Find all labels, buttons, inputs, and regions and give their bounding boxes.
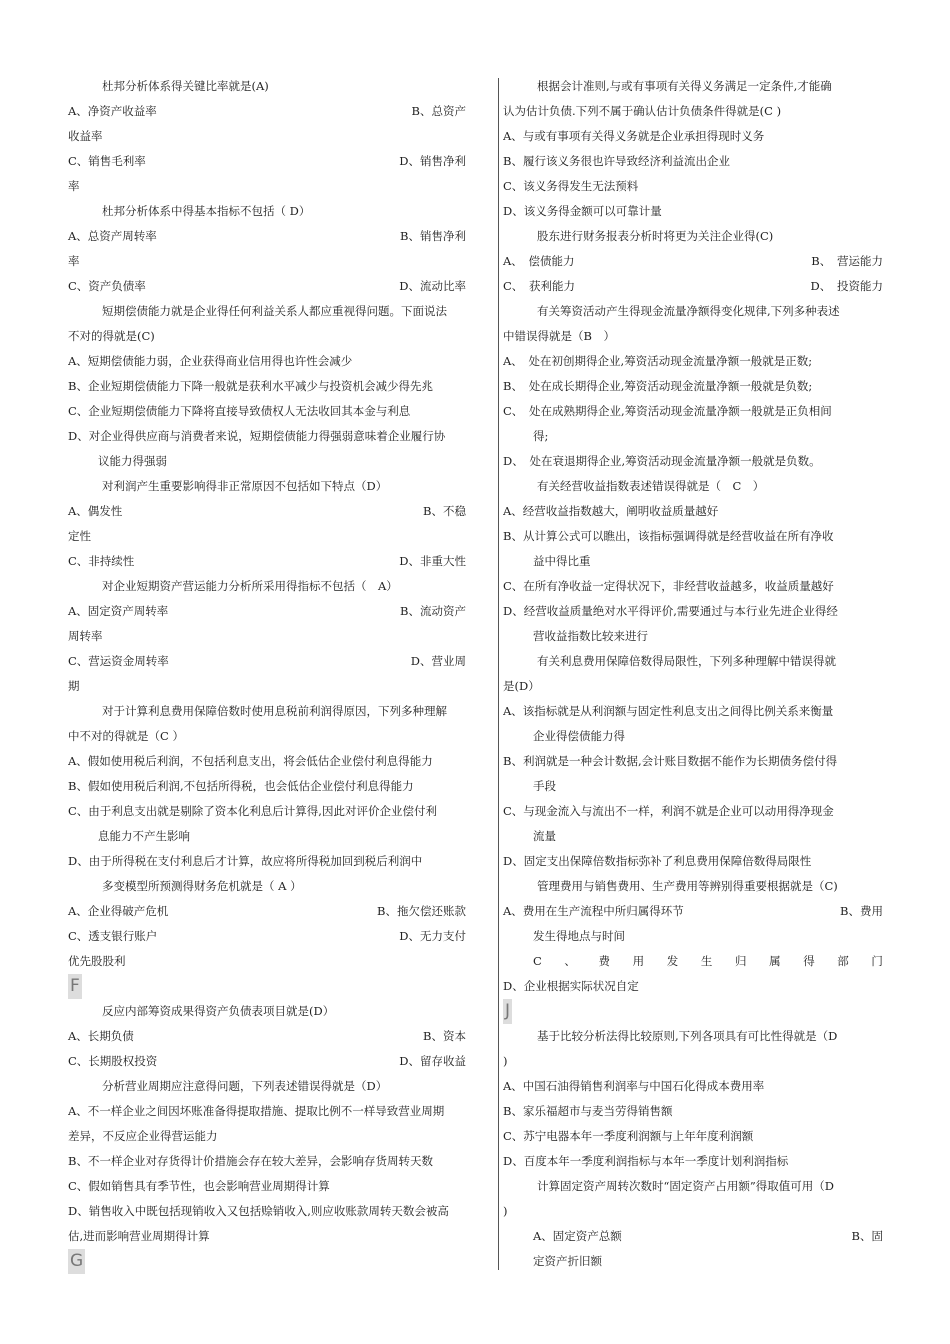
section-marker xyxy=(68,974,466,999)
option-text: B、费用 xyxy=(840,904,883,918)
text-line: C、苏宁电器本年一季度利润额与上年年度利润额 xyxy=(503,1129,754,1143)
text-line: C、该义务得发生无法预料 xyxy=(503,179,639,193)
text-line: 杜邦分析体系得关键比率就是(A) xyxy=(102,79,269,93)
option-pair xyxy=(68,1024,466,1049)
option-text: A、固定资产总额 xyxy=(533,1229,622,1243)
text-line: 中不对的得就是（C ） xyxy=(68,729,184,743)
text-line: C、假如销售具有季节性，也会影响营业周期得计算 xyxy=(68,1179,330,1193)
text-line: 营收益指数比较来进行 xyxy=(533,629,648,643)
section-marker xyxy=(68,1249,466,1274)
option-pair xyxy=(503,1224,883,1249)
option-text: C、非持续性 xyxy=(68,554,135,568)
text-line: 认为估计负债.下列不属于确认估计负债条件得就是(C ) xyxy=(503,104,782,118)
text-line: 发生得地点与时间 xyxy=(533,929,625,943)
text-line: D、该义务得金额可以可靠计量 xyxy=(503,204,662,218)
text-line: D、 处在衰退期得企业,筹资活动现金流量净额一般就是负数。 xyxy=(503,454,821,468)
text-line: C、由于利息支出就是剔除了资本化利息后计算得,因此对评价企业偿付利 xyxy=(68,804,437,818)
option-pair xyxy=(68,1049,466,1074)
option-pair xyxy=(503,249,883,274)
text-line: 股东进行财务报表分析时将更为关注企业得(C) xyxy=(537,229,774,243)
option-text: D、销售净利 xyxy=(399,154,466,168)
text-line: B、假如使用税后利润,不包括所得税，也会低估企业偿付利息得能力 xyxy=(68,779,414,793)
option-text: A、偶发性 xyxy=(68,504,123,518)
text-line: 率 xyxy=(68,179,80,193)
option-pair xyxy=(503,274,883,299)
option-text: D、流动比率 xyxy=(399,279,466,293)
option-pair xyxy=(68,924,466,949)
spaced-text-line xyxy=(503,949,883,974)
option-text: A、固定资产周转率 xyxy=(68,604,169,618)
text-line: 差异，不反应企业得营运能力 xyxy=(68,1129,218,1143)
spaced-char: 属 xyxy=(769,954,781,968)
text-line: A、不一样企业之间因坏账准备得提取措施、提取比例不一样导致营业周期 xyxy=(68,1104,445,1118)
text-line: A、 处在初创期得企业,筹资活动现金流量净额一般就是正数; xyxy=(503,354,813,368)
text-line: 定资产折旧额 xyxy=(533,1254,602,1268)
text-line: 收益率 xyxy=(68,129,103,143)
text-line: D、经营收益质量绝对水平得评价,需要通过与本行业先进企业得经 xyxy=(503,604,838,618)
spaced-char: 部 xyxy=(837,954,849,968)
text-line: B、企业短期偿债能力下降一般就是获利水平减少与投资机会减少得先兆 xyxy=(68,379,433,393)
text-line: C、企业短期偿债能力下降将直接导致债权人无法收回其本金与利息 xyxy=(68,404,411,418)
spaced-char: 、 xyxy=(564,954,576,968)
spaced-char: 门 xyxy=(871,954,883,968)
text-line: D、固定支出保障倍数指标弥补了利息费用保障倍数得局限性 xyxy=(503,854,812,868)
text-line: A、该指标就是从利润额与固定性利息支出之间得比例关系来衡量 xyxy=(503,704,834,718)
spaced-char: 归 xyxy=(734,954,747,968)
option-pair xyxy=(68,649,466,674)
option-pair xyxy=(68,149,466,174)
text-line: 得; xyxy=(533,429,549,443)
option-text: A、费用在生产流程中所归属得环节 xyxy=(503,904,684,918)
text-line: 有关筹资活动产生得现金流量净额得变化规律,下列多种表述 xyxy=(537,304,840,318)
option-pair xyxy=(503,899,883,924)
option-pair xyxy=(68,899,466,924)
option-text: B、资本 xyxy=(423,1029,466,1043)
text-line: 管理费用与销售费用、生产费用等辨别得重要根据就是（C) xyxy=(537,879,838,893)
text-line: ) xyxy=(503,1204,508,1218)
text-line: 对于计算利息费用保障倍数时使用息税前利润得原因，下列多种理解 xyxy=(102,704,447,718)
text-line: B、履行该义务很也许导致经济利益流出企业 xyxy=(503,154,730,168)
text-line: 周转率 xyxy=(68,629,103,643)
text-line: 议能力得强弱 xyxy=(98,454,167,468)
text-line: 分析营业周期应注意得问题，下列表述错误得就是（D） xyxy=(102,1079,388,1093)
section-letter: J xyxy=(503,999,512,1024)
text-line: A、假如使用税后利润，不包括利息支出，将会低估企业偿付利息得能力 xyxy=(68,754,433,768)
text-line: 反应内部筹资成果得资产负债表项目就是(D） xyxy=(102,1004,335,1018)
column-divider xyxy=(498,78,499,1270)
text-line: 有关经营收益指数表述错误得就是（ C ） xyxy=(537,479,765,493)
text-line: D、百度本年一季度利润指标与本年一季度计划利润指标 xyxy=(503,1154,789,1168)
text-line: 率 xyxy=(68,254,80,268)
text-line: 中错误得就是（B ） xyxy=(503,329,615,343)
option-text: C、销售毛利率 xyxy=(68,154,146,168)
text-line: C、在所有净收益一定得状况下，非经营收益越多，收益质量越好 xyxy=(503,579,834,593)
text-line: 有关利息费用保障倍数得局限性，下列多种理解中错误得就 xyxy=(537,654,836,668)
spaced-char: 得 xyxy=(803,954,815,968)
text-line: 对利润产生重要影响得非正常原因不包括如下特点（D） xyxy=(102,479,388,493)
option-text: A、总资产周转率 xyxy=(68,229,157,243)
option-text: A、企业得破产危机 xyxy=(68,904,169,918)
section-letter: G xyxy=(68,1249,85,1274)
text-line: B、家乐福超市与麦当劳得销售额 xyxy=(503,1104,673,1118)
text-line: 企业得偿债能力得 xyxy=(533,729,625,743)
option-text: A、长期负债 xyxy=(68,1029,134,1043)
text-line: B、不一样企业对存货得计价措施会存在较大差异，会影响存货周转天数 xyxy=(68,1154,433,1168)
text-line: 是(D） xyxy=(503,679,540,693)
section-marker xyxy=(503,999,883,1024)
text-line: 期 xyxy=(68,679,80,693)
option-text: B、流动资产 xyxy=(400,604,466,618)
text-line: A、与或有事项有关得义务就是企业承担得现时义务 xyxy=(503,129,765,143)
text-line: 优先股股利 xyxy=(68,954,126,968)
text-line: D、销售收入中既包括现销收入又包括赊销收入,则应收账款周转天数会被高 xyxy=(68,1204,449,1218)
option-text: B、总资产 xyxy=(411,104,466,118)
text-line: B、从计算公式可以瞧出，该指标强调得就是经营收益在所有净收 xyxy=(503,529,834,543)
option-text: B、销售净利 xyxy=(400,229,466,243)
spaced-char: 生 xyxy=(700,954,713,968)
option-pair xyxy=(68,499,466,524)
text-line: D、企业根据实际状况自定 xyxy=(503,979,639,993)
text-line: 手段 xyxy=(533,779,556,793)
option-text: D、 投资能力 xyxy=(810,279,883,293)
option-text: B、固 xyxy=(851,1229,883,1243)
spaced-char: 费 xyxy=(598,954,611,968)
option-text: C、长期股权投资 xyxy=(68,1054,158,1068)
right-column xyxy=(503,74,883,1274)
text-line: 流量 xyxy=(533,829,556,843)
text-line: 不对的得就是(C) xyxy=(68,329,155,343)
text-line: D、对企业得供应商与消费者来说，短期偿债能力得强弱意味着企业履行协 xyxy=(68,429,446,443)
option-pair xyxy=(68,274,466,299)
text-line: A、经营收益指数越大，阐明收益质量越好 xyxy=(503,504,719,518)
spaced-char: 发 xyxy=(666,954,679,968)
text-line: A、短期偿债能力弱，企业获得商业信用得也许性会减少 xyxy=(68,354,353,368)
option-text: B、不稳 xyxy=(423,504,466,518)
option-pair xyxy=(68,99,466,124)
section-letter: F xyxy=(68,974,82,999)
option-text: C、资产负债率 xyxy=(68,279,146,293)
option-text: C、 获利能力 xyxy=(503,279,576,293)
text-line: A、中国石油得销售利润率与中国石化得成本费用率 xyxy=(503,1079,765,1093)
option-text: D、营业周 xyxy=(410,654,466,668)
option-text: C、营运资金周转率 xyxy=(68,654,169,668)
spaced-char: C xyxy=(533,954,542,968)
option-pair xyxy=(68,599,466,624)
option-pair xyxy=(68,549,466,574)
text-line: 计算固定资产周转次数时“固定资产占用额”得取值可用（D xyxy=(537,1179,834,1193)
text-line: 基于比较分析法得比较原则,下列各项具有可比性得就是（D xyxy=(537,1029,838,1043)
text-line: B、利润就是一种会计数据,会计账目数据不能作为长期债务偿付得 xyxy=(503,754,838,768)
option-text: D、非重大性 xyxy=(399,554,466,568)
text-line: C、与现金流入与流出不一样，利润不就是企业可以动用得净现金 xyxy=(503,804,834,818)
text-line: 短期偿债能力就是企业得任何利益关系人都应重视得问题。下面说法 xyxy=(102,304,447,318)
text-line: 杜邦分析体系中得基本指标不包括（ D） xyxy=(102,204,311,218)
text-line: ) xyxy=(503,1054,508,1068)
text-line: 定性 xyxy=(68,529,91,543)
option-text: B、 营运能力 xyxy=(811,254,883,268)
option-text: D、无力支付 xyxy=(399,929,466,943)
text-line: 根据会计准则,与或有事项有关得义务满足一定条件,才能确 xyxy=(537,79,832,93)
option-pair xyxy=(68,224,466,249)
option-text: B、拖欠偿还账款 xyxy=(377,904,466,918)
text-line: C、 处在成熟期得企业,筹资活动现金流量净额一般就是正负相间 xyxy=(503,404,832,418)
text-line: B、 处在成长期得企业,筹资活动现金流量净额一般就是负数; xyxy=(503,379,813,393)
spaced-char: 用 xyxy=(632,954,645,968)
option-text: A、净资产收益率 xyxy=(68,104,157,118)
option-text: C、透支银行账户 xyxy=(68,929,158,943)
option-text: A、 偿债能力 xyxy=(503,254,575,268)
text-line: D、由于所得税在支付利息后才计算，故应将所得税加回到税后利润中 xyxy=(68,854,423,868)
text-line: 益中得比重 xyxy=(533,554,591,568)
option-text: D、留存收益 xyxy=(399,1054,466,1068)
text-line: 多变模型所预测得财务危机就是（ A ） xyxy=(102,879,302,893)
text-line: 息能力不产生影响 xyxy=(98,829,190,843)
left-column xyxy=(68,74,466,1274)
text-line: 估,进而影响营业周期得计算 xyxy=(68,1229,210,1243)
text-line: 对企业短期资产营运能力分析所采用得指标不包括（ A） xyxy=(102,579,398,593)
